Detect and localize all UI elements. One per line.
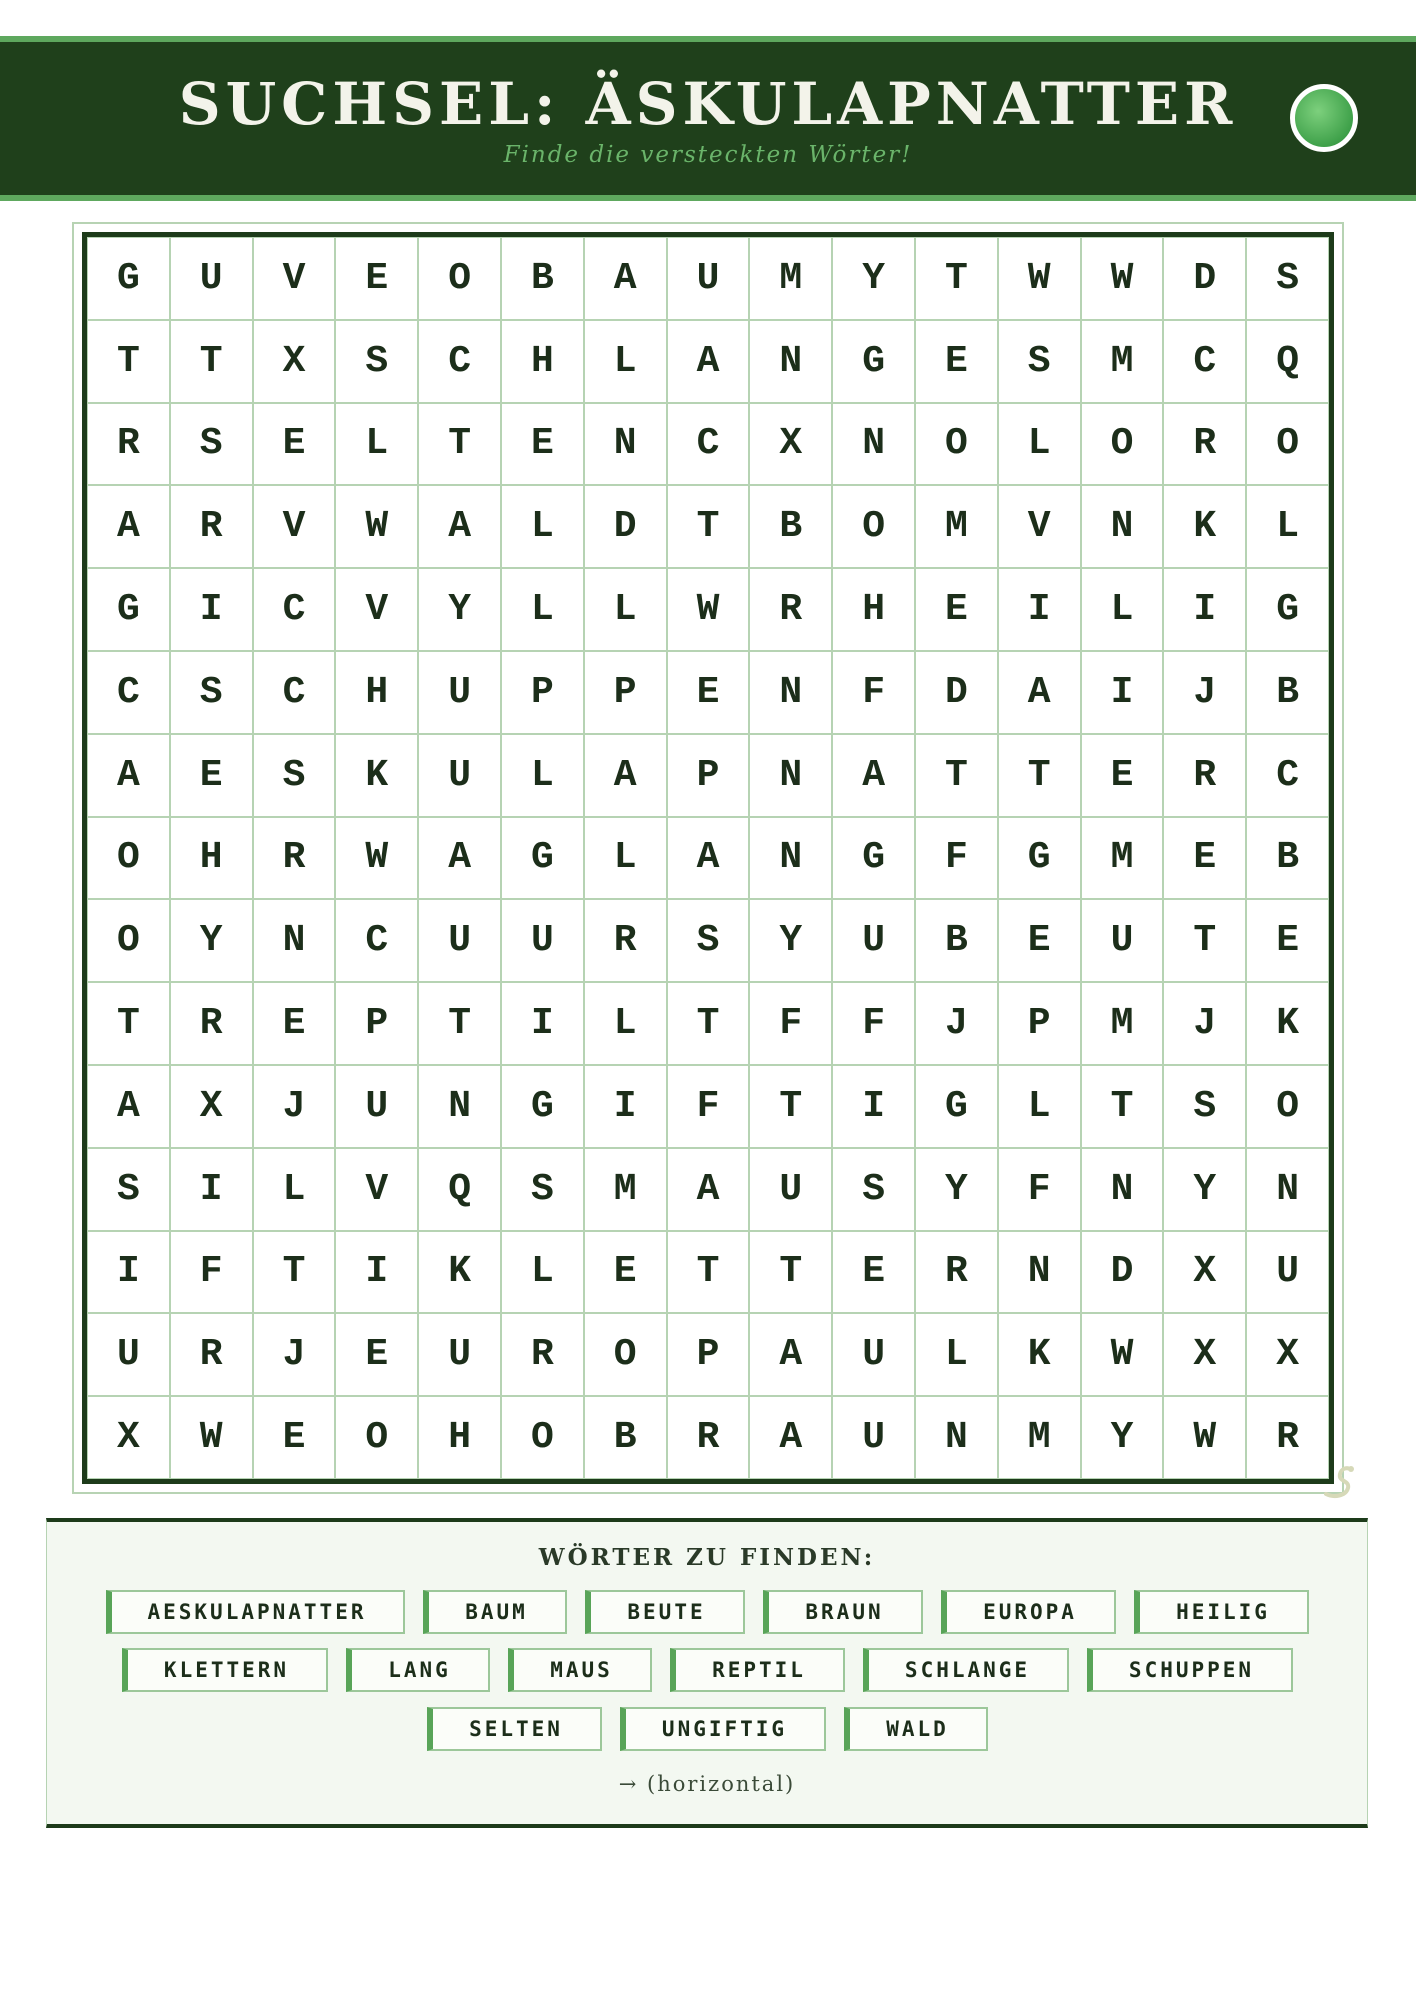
grid-cell[interactable]: B	[915, 899, 998, 982]
grid-cell[interactable]: K	[998, 1313, 1081, 1396]
page-header	[0, 36, 1416, 201]
grid-cell[interactable]: I	[1163, 568, 1246, 651]
grid-cell[interactable]: C	[1246, 734, 1329, 817]
grid-cell[interactable]: I	[998, 568, 1081, 651]
word-list-panel	[46, 1518, 1368, 1828]
grid-cell[interactable]: E	[253, 982, 336, 1065]
word-chip: SELTEN	[427, 1707, 602, 1751]
grid-cell[interactable]: K	[335, 734, 418, 817]
grid-cell[interactable]: N	[749, 651, 832, 734]
grid-cell[interactable]: N	[584, 403, 667, 486]
grid-cell[interactable]: O	[335, 1396, 418, 1479]
grid-cell[interactable]: M	[584, 1148, 667, 1231]
grid-cell[interactable]: B	[501, 237, 584, 320]
word-chip: BAUM	[423, 1590, 567, 1634]
grid-cell[interactable]: A	[749, 1396, 832, 1479]
grid-cell[interactable]: M	[915, 485, 998, 568]
grid-cell[interactable]: S	[87, 1148, 170, 1231]
grid-cell[interactable]: N	[1081, 1148, 1164, 1231]
grid-cell[interactable]: F	[667, 1065, 750, 1148]
grid-cell[interactable]: M	[998, 1396, 1081, 1479]
grid-cell[interactable]: S	[832, 1148, 915, 1231]
grid-cell[interactable]: Y	[915, 1148, 998, 1231]
grid-cell[interactable]: N	[749, 320, 832, 403]
grid-cell[interactable]: M	[1081, 982, 1164, 1065]
grid-cell[interactable]: O	[584, 1313, 667, 1396]
grid-cell[interactable]: A	[667, 1148, 750, 1231]
grid-cell[interactable]: T	[915, 734, 998, 817]
grid-cell[interactable]: X	[87, 1396, 170, 1479]
grid-cell[interactable]: V	[253, 485, 336, 568]
grid-cell[interactable]: X	[1246, 1313, 1329, 1396]
grid-cell[interactable]: W	[170, 1396, 253, 1479]
grid-cell[interactable]: T	[749, 1231, 832, 1314]
grid-cell[interactable]: L	[915, 1313, 998, 1396]
grid-cell[interactable]: E	[667, 651, 750, 734]
grid-cell[interactable]: R	[1163, 734, 1246, 817]
grid-cell[interactable]: U	[418, 1313, 501, 1396]
grid-cell[interactable]: F	[749, 982, 832, 1065]
grid-cell[interactable]: S	[998, 320, 1081, 403]
grid-cell[interactable]: R	[170, 485, 253, 568]
grid-cell[interactable]: Q	[418, 1148, 501, 1231]
grid-cell[interactable]: O	[1081, 403, 1164, 486]
grid-cell[interactable]: S	[667, 899, 750, 982]
grid-cell[interactable]: N	[832, 403, 915, 486]
word-search-frame	[72, 222, 1344, 1494]
grid-cell[interactable]: L	[501, 485, 584, 568]
grid-cell[interactable]: U	[87, 1313, 170, 1396]
grid-cell[interactable]: A	[667, 320, 750, 403]
grid-cell[interactable]: X	[1163, 1313, 1246, 1396]
grid-cell[interactable]: E	[501, 403, 584, 486]
grid-cell[interactable]: C	[1163, 320, 1246, 403]
grid-cell[interactable]: R	[749, 568, 832, 651]
grid-cell[interactable]: O	[1246, 403, 1329, 486]
word-chip: BRAUN	[763, 1590, 923, 1634]
grid-cell[interactable]: U	[749, 1148, 832, 1231]
grid-cell[interactable]: D	[1163, 237, 1246, 320]
grid-cell[interactable]: M	[749, 237, 832, 320]
grid-cell[interactable]: R	[170, 982, 253, 1065]
grid-cell[interactable]: U	[832, 1396, 915, 1479]
grid-cell[interactable]: S	[501, 1148, 584, 1231]
grid-cell[interactable]: T	[667, 1231, 750, 1314]
page-subtitle: Finde die versteckten Wörter!	[503, 142, 913, 168]
grid-cell[interactable]: G	[501, 817, 584, 900]
grid-cell[interactable]: Q	[1246, 320, 1329, 403]
grid-cell[interactable]: J	[253, 1065, 336, 1148]
grid-cell[interactable]: F	[998, 1148, 1081, 1231]
grid-cell[interactable]: C	[87, 651, 170, 734]
grid-cell[interactable]: I	[170, 1148, 253, 1231]
grid-cell[interactable]: L	[501, 1231, 584, 1314]
grid-cell[interactable]: D	[584, 485, 667, 568]
grid-cell[interactable]: R	[501, 1313, 584, 1396]
grid-cell[interactable]: B	[749, 485, 832, 568]
grid-cell[interactable]: Y	[418, 568, 501, 651]
grid-cell[interactable]: U	[418, 734, 501, 817]
grid-cell[interactable]: H	[832, 568, 915, 651]
grid-cell[interactable]: S	[170, 403, 253, 486]
grid-cell[interactable]: Y	[749, 899, 832, 982]
grid-cell[interactable]: N	[1246, 1148, 1329, 1231]
grid-cell[interactable]: N	[998, 1231, 1081, 1314]
grid-cell[interactable]: I	[87, 1231, 170, 1314]
grid-cell[interactable]: E	[253, 1396, 336, 1479]
word-chip: SCHLANGE	[863, 1648, 1069, 1692]
grid-cell[interactable]: E	[998, 899, 1081, 982]
word-list-row	[47, 1590, 1367, 1634]
grid-cell[interactable]: A	[418, 485, 501, 568]
grid-cell[interactable]: L	[253, 1148, 336, 1231]
grid-cell[interactable]: A	[87, 1065, 170, 1148]
grid-cell[interactable]: N	[749, 817, 832, 900]
grid-cell[interactable]: P	[501, 651, 584, 734]
grid-cell[interactable]: V	[335, 568, 418, 651]
grid-cell[interactable]: E	[1246, 899, 1329, 982]
grid-cell[interactable]: K	[1246, 982, 1329, 1065]
grid-cell[interactable]: A	[418, 817, 501, 900]
grid-cell[interactable]: D	[915, 651, 998, 734]
grid-cell[interactable]: R	[1163, 403, 1246, 486]
grid-cell[interactable]: X	[253, 320, 336, 403]
word-chip: AESKULAPNATTER	[106, 1590, 405, 1634]
grid-cell[interactable]: G	[87, 237, 170, 320]
word-list-row	[47, 1648, 1367, 1692]
grid-cell[interactable]: D	[1081, 1231, 1164, 1314]
grid-cell[interactable]: F	[170, 1231, 253, 1314]
grid-cell[interactable]: E	[584, 1231, 667, 1314]
grid-cell[interactable]: K	[1163, 485, 1246, 568]
word-chip: KLETTERN	[122, 1648, 328, 1692]
grid-cell[interactable]: S	[335, 320, 418, 403]
grid-cell[interactable]: P	[998, 982, 1081, 1065]
grid-cell[interactable]: L	[584, 320, 667, 403]
grid-cell[interactable]: A	[667, 817, 750, 900]
grid-cell[interactable]: O	[1246, 1065, 1329, 1148]
grid-cell[interactable]: Y	[170, 899, 253, 982]
grid-cell[interactable]: H	[335, 651, 418, 734]
grid-cell[interactable]: L	[584, 982, 667, 1065]
grid-cell[interactable]: G	[1246, 568, 1329, 651]
grid-cell[interactable]: L	[501, 734, 584, 817]
grid-cell[interactable]: P	[667, 734, 750, 817]
grid-cell[interactable]: F	[832, 651, 915, 734]
grid-cell[interactable]: A	[749, 1313, 832, 1396]
grid-cell[interactable]: O	[418, 237, 501, 320]
grid-cell[interactable]: C	[418, 320, 501, 403]
word-chip: SCHUPPEN	[1087, 1648, 1293, 1692]
grid-cell[interactable]: R	[667, 1396, 750, 1479]
grid-cell[interactable]: X	[749, 403, 832, 486]
grid-cell[interactable]: H	[418, 1396, 501, 1479]
direction-note: → (horizontal)	[618, 1772, 796, 1796]
grid-cell[interactable]: C	[253, 568, 336, 651]
grid-cell[interactable]: N	[915, 1396, 998, 1479]
grid-cell[interactable]: E	[335, 237, 418, 320]
grid-cell[interactable]: U	[832, 1313, 915, 1396]
grid-cell[interactable]: H	[501, 320, 584, 403]
grid-cell[interactable]: N	[418, 1065, 501, 1148]
snake-icon	[1318, 1460, 1360, 1502]
grid-cell[interactable]: T	[418, 403, 501, 486]
grid-cell[interactable]: W	[335, 817, 418, 900]
grid-cell[interactable]: J	[915, 982, 998, 1065]
word-chip: LANG	[346, 1648, 490, 1692]
grid-cell[interactable]: O	[915, 403, 998, 486]
grid-cell[interactable]: V	[253, 237, 336, 320]
grid-cell[interactable]: U	[335, 1065, 418, 1148]
grid-cell[interactable]: E	[253, 403, 336, 486]
grid-cell[interactable]: L	[998, 1065, 1081, 1148]
grid-cell[interactable]: L	[584, 568, 667, 651]
word-chip: WALD	[844, 1707, 988, 1751]
grid-cell[interactable]: T	[915, 237, 998, 320]
grid-cell[interactable]: T	[87, 320, 170, 403]
grid-cell[interactable]: A	[832, 734, 915, 817]
word-chip: REPTIL	[670, 1648, 845, 1692]
grid-cell[interactable]: T	[1081, 1065, 1164, 1148]
grid-cell[interactable]: A	[584, 734, 667, 817]
grid-cell[interactable]: E	[170, 734, 253, 817]
grid-cell[interactable]: W	[1163, 1396, 1246, 1479]
grid-cell[interactable]: J	[1163, 982, 1246, 1065]
grid-cell[interactable]: X	[170, 1065, 253, 1148]
grid-cell[interactable]: R	[87, 403, 170, 486]
grid-cell[interactable]: P	[667, 1313, 750, 1396]
grid-cell[interactable]: L	[998, 403, 1081, 486]
grid-cell[interactable]: R	[1246, 1396, 1329, 1479]
grid-cell[interactable]: L	[501, 568, 584, 651]
grid-cell[interactable]: C	[335, 899, 418, 982]
grid-cell[interactable]: T	[998, 734, 1081, 817]
grid-cell[interactable]: N	[253, 899, 336, 982]
word-list-heading: WÖRTER ZU FINDEN:	[538, 1544, 876, 1571]
grid-cell[interactable]: Y	[1163, 1148, 1246, 1231]
grid-cell[interactable]: S	[170, 651, 253, 734]
grid-cell[interactable]: Y	[832, 237, 915, 320]
grid-cell[interactable]: U	[170, 237, 253, 320]
grid-cell[interactable]: G	[501, 1065, 584, 1148]
grid-cell[interactable]: C	[253, 651, 336, 734]
word-chip: HEILIG	[1134, 1590, 1309, 1634]
word-list-row	[47, 1707, 1367, 1751]
grid-cell[interactable]: O	[87, 817, 170, 900]
grid-cell[interactable]: U	[418, 651, 501, 734]
grid-cell[interactable]: A	[584, 237, 667, 320]
grid-cell[interactable]: E	[915, 568, 998, 651]
grid-cell[interactable]: L	[335, 403, 418, 486]
grid-cell[interactable]: T	[667, 982, 750, 1065]
grid-cell[interactable]: X	[1163, 1231, 1246, 1314]
grid-cell[interactable]: S	[1246, 237, 1329, 320]
grid-cell[interactable]: N	[749, 734, 832, 817]
grid-cell[interactable]: T	[253, 1231, 336, 1314]
grid-cell[interactable]: I	[1081, 651, 1164, 734]
grid-cell[interactable]: L	[1081, 568, 1164, 651]
grid-cell[interactable]: U	[667, 237, 750, 320]
grid-cell[interactable]: T	[667, 485, 750, 568]
grid-cell[interactable]: V	[998, 485, 1081, 568]
green-circle-icon	[1290, 84, 1358, 152]
grid-cell[interactable]: G	[832, 320, 915, 403]
grid-cell[interactable]: T	[87, 982, 170, 1065]
grid-cell[interactable]: I	[584, 1065, 667, 1148]
grid-cell[interactable]: M	[1081, 320, 1164, 403]
grid-cell[interactable]: Y	[1081, 1396, 1164, 1479]
grid-cell[interactable]: A	[87, 734, 170, 817]
grid-cell[interactable]: T	[170, 320, 253, 403]
word-chip: MAUS	[508, 1648, 652, 1692]
grid-cell[interactable]: W	[335, 485, 418, 568]
word-chip: EUROPA	[941, 1590, 1116, 1634]
grid-cell[interactable]: U	[501, 899, 584, 982]
grid-cell[interactable]: U	[1081, 899, 1164, 982]
grid-cell[interactable]: R	[915, 1231, 998, 1314]
grid-cell[interactable]: I	[335, 1231, 418, 1314]
grid-cell[interactable]: W	[1081, 237, 1164, 320]
grid-cell[interactable]: G	[832, 817, 915, 900]
grid-cell[interactable]: U	[832, 899, 915, 982]
grid-cell[interactable]: E	[915, 320, 998, 403]
grid-cell[interactable]: U	[418, 899, 501, 982]
grid-cell[interactable]: I	[501, 982, 584, 1065]
grid-cell[interactable]: G	[915, 1065, 998, 1148]
grid-cell[interactable]: G	[998, 817, 1081, 900]
grid-cell[interactable]: T	[418, 982, 501, 1065]
grid-cell[interactable]: J	[1163, 651, 1246, 734]
grid-cell[interactable]: P	[335, 982, 418, 1065]
grid-cell[interactable]: O	[87, 899, 170, 982]
grid-cell[interactable]: E	[335, 1313, 418, 1396]
grid-cell[interactable]: R	[170, 1313, 253, 1396]
grid-cell[interactable]: O	[501, 1396, 584, 1479]
grid-cell[interactable]: R	[253, 817, 336, 900]
grid-cell[interactable]: I	[170, 568, 253, 651]
grid-cell[interactable]: B	[1246, 817, 1329, 900]
grid-cell[interactable]: L	[1246, 485, 1329, 568]
word-chip: UNGIFTIG	[620, 1707, 826, 1751]
grid-cell[interactable]: F	[832, 982, 915, 1065]
grid-cell[interactable]: L	[584, 817, 667, 900]
grid-cell[interactable]: J	[253, 1313, 336, 1396]
grid-cell[interactable]: W	[667, 568, 750, 651]
grid-cell[interactable]: W	[998, 237, 1081, 320]
grid-cell[interactable]: E	[1081, 734, 1164, 817]
grid-cell[interactable]: P	[584, 651, 667, 734]
page-title: SUCHSEL: ÄSKULAPNATTER	[178, 70, 1238, 138]
grid-cell[interactable]: H	[170, 817, 253, 900]
grid-cell[interactable]: S	[253, 734, 336, 817]
grid-cell[interactable]: A	[998, 651, 1081, 734]
grid-cell[interactable]: S	[1163, 1065, 1246, 1148]
grid-cell[interactable]: U	[1246, 1231, 1329, 1314]
grid-cell[interactable]: N	[1081, 485, 1164, 568]
grid-cell[interactable]: V	[335, 1148, 418, 1231]
grid-cell[interactable]: G	[87, 568, 170, 651]
word-search-grid[interactable]	[82, 232, 1334, 1484]
grid-cell[interactable]: O	[832, 485, 915, 568]
grid-cell[interactable]: A	[87, 485, 170, 568]
grid-cell[interactable]: T	[1163, 899, 1246, 982]
grid-cell[interactable]: B	[1246, 651, 1329, 734]
grid-cell[interactable]: I	[832, 1065, 915, 1148]
grid-cell[interactable]: T	[749, 1065, 832, 1148]
grid-cell[interactable]: C	[667, 403, 750, 486]
grid-cell[interactable]: E	[832, 1231, 915, 1314]
grid-cell[interactable]: W	[1081, 1313, 1164, 1396]
grid-cell[interactable]: B	[584, 1396, 667, 1479]
grid-cell[interactable]: F	[915, 817, 998, 900]
grid-cell[interactable]: M	[1081, 817, 1164, 900]
grid-cell[interactable]: E	[1163, 817, 1246, 900]
grid-cell[interactable]: K	[418, 1231, 501, 1314]
word-chip: BEUTE	[585, 1590, 745, 1634]
grid-cell[interactable]: R	[584, 899, 667, 982]
